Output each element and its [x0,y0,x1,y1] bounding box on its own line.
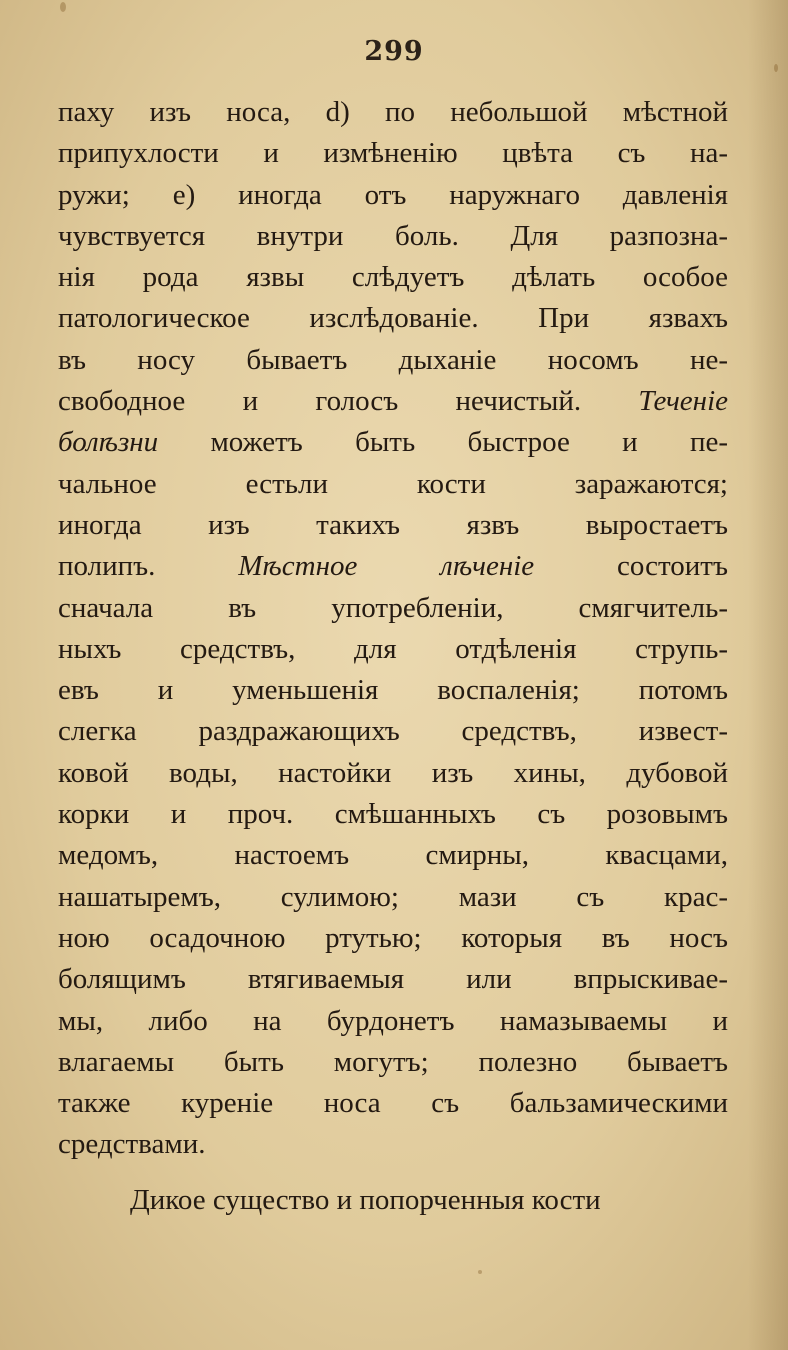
text-segment: чувствуется внутри боль. Для разпозна- [58,219,728,252]
ink-spot [60,2,66,12]
text-segment: ружи; е) иногда отъ наружнаго давленія [58,178,728,211]
page-number: 299 [364,36,424,67]
text-line [58,794,728,835]
text-segment: иногда изъ такихъ язвъ выростаетъ [58,508,728,541]
text-line [58,175,728,216]
page-edge-shadow [748,0,788,1350]
italic-text: Мѣстное лѣченіе [238,550,535,583]
text-line [58,216,728,257]
text-line [58,959,728,1000]
text-segment: средствами. [58,1128,206,1161]
italic-text: болѣзни [58,426,159,459]
text-line [58,877,728,918]
text-line [58,835,728,876]
text-segment: корки и проч. смѣшанныхъ съ розовымъ [58,798,728,831]
text-line [58,92,728,133]
text-line [58,422,728,463]
text-segment: нашатыремъ, сулимою; мази съ крас- [58,880,728,913]
text-segment: сначала въ употребленіи, смягчитель- [58,591,728,624]
text-line [58,340,728,381]
text-line [58,464,728,505]
text-line [58,588,728,629]
text-segment: евъ и уменьшенія воспаленія; потомъ [58,674,728,707]
text-line [58,629,728,670]
text-segment: состоитъ [534,550,728,583]
text-line [58,753,728,794]
text-segment: чальное естьли кости заражаются; [58,467,728,500]
ink-spot [478,1270,482,1274]
text-line [58,711,728,752]
text-segment: также куреніе носа съ бальзамическими [58,1087,728,1120]
text-line [58,257,728,298]
text-line [58,1124,728,1165]
text-line [58,298,728,339]
text-line [58,133,728,174]
text-line [58,918,728,959]
text-segment: болящимъ втягиваемыя или впрыскивае- [58,963,728,996]
text-segment: слегка раздражающихъ средствъ, извест- [58,715,728,748]
text-line [58,1001,728,1042]
text-segment: ковой воды, настойки изъ хины, дубовой [58,756,728,789]
text-line [58,381,728,422]
text-segment: полипъ. [58,550,239,583]
text-segment: свободное и голосъ нечистый. [58,385,639,418]
text-line [58,546,728,587]
text-segment: ною осадочною ртутью; которыя въ носъ [58,921,728,954]
text-segment: медомъ, настоемъ смирны, квасцами, [58,839,728,872]
ink-spot [774,64,778,72]
page-body-text [58,92,728,1221]
text-segment: ныхъ средствъ, для отдѣленія струпь- [58,632,728,665]
text-segment: можетъ быть быстрое и пе- [158,426,728,459]
section-heading-line: Дикое существо и попорченныя кости [130,1183,601,1216]
italic-text: Теченіе [638,385,728,418]
text-segment: мы, либо на бурдонетъ намазываемы и [58,1004,728,1037]
text-segment: патологическое изслѣдованіе. При язвахъ [58,302,728,335]
text-segment: влагаемы быть могутъ; полезно бываетъ [58,1045,728,1078]
text-line [58,505,728,546]
text-segment: паху изъ носа, d) по небольшой мѣстной [58,96,728,128]
text-line [58,1042,728,1083]
text-segment: нія рода язвы слѣдуетъ дѣлать особое [58,261,728,294]
text-line [58,1083,728,1124]
text-segment: въ носу бываетъ дыханіе носомъ не- [58,343,728,376]
text-line [58,670,728,711]
text-segment: припухлости и измѣненію цвѣта съ на- [58,137,728,170]
